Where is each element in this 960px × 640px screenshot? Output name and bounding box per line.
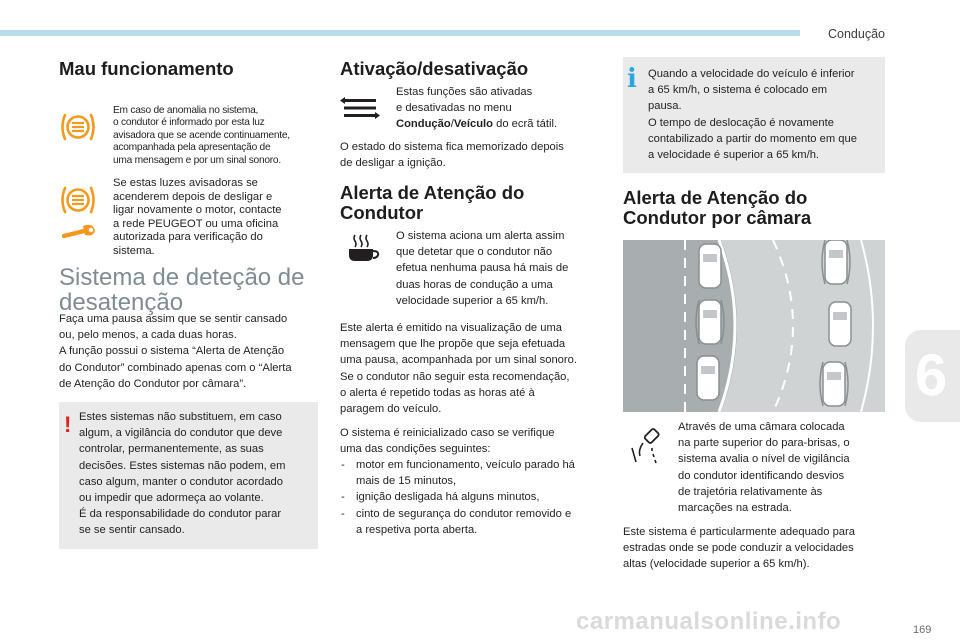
- watermark: carmanualsonline.info: [576, 608, 842, 635]
- sistema-title: Sistema de deteção de desatenção: [59, 264, 305, 316]
- alerta-icon-text: O sistema aciona um alerta assim que detetar que o condutor não efetua nenhuma pausa há mais de duas horas de condução a uma velocidade superior a 65 km/h.: [396, 230, 569, 307]
- wrench-icon: [60, 223, 98, 241]
- ativacao-title: Ativação/desativação: [340, 58, 529, 79]
- menu-icon: [340, 96, 380, 120]
- alerta-body: Este alerta é emitido na visualização de uma mensagem que lhe propõe que seja efetuada uma pausa, acompanhada por um sinal sonoro. Se o condutor não seguir esta recomendação, o alerta é repetido todas as horas até à paragem do veículo.: [340, 322, 577, 416]
- chapter-number: 6: [914, 343, 948, 408]
- condition-item: - ignição desligada há alguns minutos,: [340, 489, 602, 505]
- sistema-text: Faça uma pausa assim que se sentir cansado ou, pelo menos, a cada duas horas. A função possui o sistema “Alerta de Atenção do Condutor” combinado apenas com o “Alerta de Atenção do Condutor por câmara”.: [59, 313, 292, 390]
- reinit-text: O sistema é reinicializado caso se verifique uma das condições seguintes:: [340, 427, 555, 456]
- menu-sep: /: [450, 118, 454, 131]
- camara-title: Alerta de Atenção do Condutor por câmara: [623, 187, 812, 228]
- driver-attention-warning-icon-2: [59, 184, 97, 216]
- page-number: 169: [913, 624, 932, 636]
- driver-attention-warning-icon: [59, 111, 97, 143]
- info-mark: i: [627, 64, 637, 94]
- ativacao-line-1: Estas funções são ativadas: [396, 86, 533, 98]
- mau-title: Mau funcionamento: [59, 58, 234, 79]
- ativacao-line-2: e desativadas no menu: [396, 102, 512, 115]
- condition-item: - cinto de segurança do condutor removido e a respetiva porta aberta.: [340, 506, 602, 538]
- header-bar: [0, 30, 800, 36]
- camera-lane-icon: [630, 428, 664, 464]
- menu-path-1: Condução: [396, 118, 451, 131]
- camara-body: Este sistema é particularmente adequado para estradas onde se pode conduzir a velocidades altas (velocidade superior a 65 km/h).: [623, 526, 855, 571]
- menu-path-2: Veículo: [453, 118, 493, 131]
- menu-suffix: do ecrã tátil.: [493, 118, 558, 131]
- ativacao-line-3: [396, 116, 606, 132]
- running-head: Condução: [828, 27, 885, 41]
- condition-item: - motor em funcionamento, veículo parado há mais de 15 minutos,: [340, 457, 602, 489]
- camara-icon-text: Através de uma câmara colocada na parte superior do para-brisas, o sistema avalia o nível de vigilância do condutor identificando desvios de trajetória relativamente às marcações na estrada.: [678, 421, 850, 515]
- estado-text: O estado do sistema fica memorizado depois de desligar a ignição.: [340, 141, 564, 170]
- road-camera-illustration: [623, 240, 885, 412]
- mau-text-2: Se estas luzes avisadoras se acenderem depois de desligar e ligar novamente o motor, contacte a rede PEUGEOT ou uma oficina autorizada para verificação do sistema.: [113, 177, 282, 257]
- coffee-cup-icon: [346, 234, 380, 262]
- info-text: Quando a velocidade do veículo é inferior a 65 km/h, o sistema é colocado em pausa. O tempo de deslocação é novamente contabilizado a partir do momento em que a velocidade é superior a 65 km/h.: [648, 68, 857, 162]
- alerta-title: Alerta de Atenção do Condutor: [340, 182, 525, 223]
- warning-text: Estes sistemas não substituem, em caso algum, a vigilância do condutor que deve controlar, permanentemente, as suas decisões. Estes sistemas não podem, em caso algum, manter o condutor acordado ou impedir que adormeça ao volante. É da responsabilidade do condutor parar se se sentir cansado.: [79, 411, 286, 537]
- conditions-list: [340, 457, 602, 538]
- warning-mark: !: [64, 412, 72, 437]
- ativacao-text: [396, 84, 606, 133]
- mau-text-1: Em caso de anomalia no sistema, o condutor é informado por esta luz avisadora que se acende continuamente, acompanhada pela apresentação de uma mensagem e por um sinal sonoro.: [113, 105, 290, 166]
